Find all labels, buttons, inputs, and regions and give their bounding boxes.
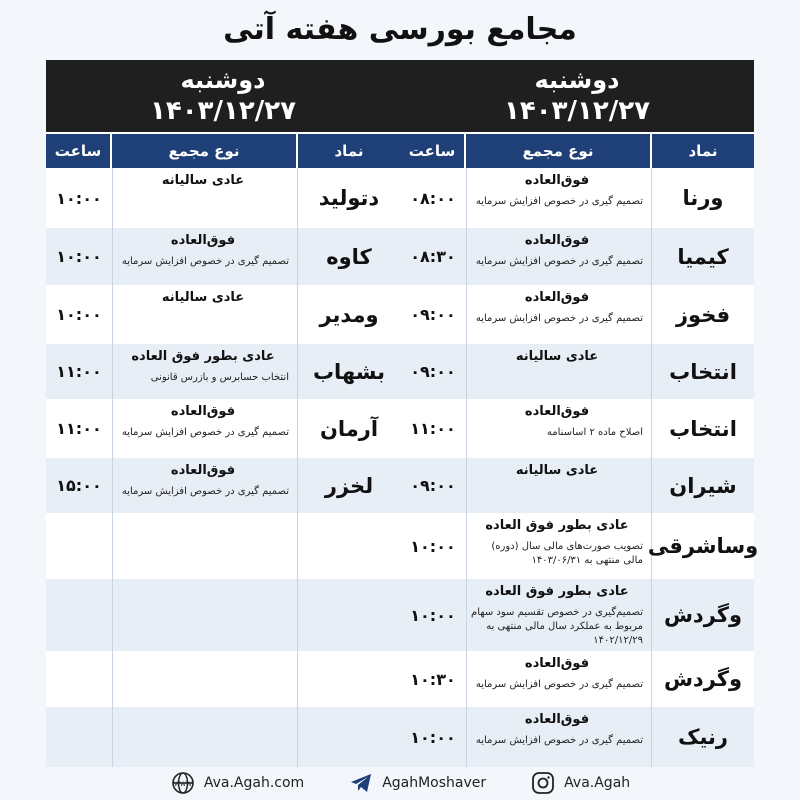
- table-row: [400, 228, 754, 285]
- meeting-agenda: تصمیم گیری در خصوص افزایش سرمایه: [121, 256, 289, 267]
- meeting-time: ۰۹:۰۰: [410, 362, 456, 381]
- meeting-type: عادی سالیانه: [161, 290, 245, 305]
- meeting-type: فوق‌العاده: [524, 290, 590, 305]
- meeting-type: فوق‌العاده: [170, 233, 236, 248]
- instagram-label: Ava.Agah: [564, 775, 631, 791]
- meeting-type-cell: [112, 344, 298, 399]
- meeting-type: عادی بطور فوق العاده: [485, 584, 629, 599]
- meeting-type: فوق‌العاده: [524, 173, 590, 188]
- meeting-type-cell: [466, 458, 652, 513]
- table-row: [46, 285, 400, 344]
- empty-cell: [298, 707, 400, 767]
- stock-symbol: وگردش: [663, 603, 743, 627]
- left-rows: [46, 168, 400, 767]
- empty-row: [46, 651, 400, 707]
- meeting-agenda: انتخاب حسابرس و بازرس قانونی: [150, 372, 289, 383]
- column-header-symbol: نماد: [652, 134, 754, 168]
- stock-symbol: رنیک: [677, 725, 729, 749]
- meeting-time: ۱۱:۰۰: [410, 419, 456, 438]
- meeting-type: فوق‌العاده: [170, 463, 236, 478]
- meeting-type-cell: [466, 344, 652, 399]
- meeting-agenda: تصمیم گیری در خصوص افزایش سرمایه: [475, 679, 643, 690]
- meeting-time: ۱۱:۰۰: [56, 362, 102, 381]
- empty-cell: [298, 513, 400, 579]
- stock-symbol: کیمیا: [677, 244, 729, 269]
- empty-cell: [46, 707, 112, 767]
- meeting-type: فوق‌العاده: [524, 712, 590, 727]
- meeting-type: عادی بطور فوق العاده: [485, 518, 629, 533]
- table-row: [400, 168, 754, 228]
- meeting-type-cell: [466, 168, 652, 228]
- meeting-agenda: تصویب صورت‌های مالی سال (دوره) مالی منتهی به ۱۴۰۳/۰۶/۳۱: [491, 541, 643, 566]
- stock-symbol: لخزر: [324, 473, 374, 498]
- stock-symbol: انتخاب: [669, 416, 737, 441]
- meeting-type-cell: [466, 513, 652, 579]
- table-row: [46, 228, 400, 285]
- website-label: Ava.Agah.com: [203, 775, 305, 791]
- left-column-headers: [46, 134, 400, 168]
- stock-symbol: دتولید: [318, 186, 380, 210]
- meeting-time: ۱۰:۰۰: [56, 247, 102, 266]
- stock-symbol: ومدیر: [319, 302, 379, 327]
- empty-cell: [112, 707, 298, 767]
- empty-cell: [298, 579, 400, 651]
- meeting-time: ۱۰:۰۰: [410, 605, 456, 625]
- stock-symbol: بشهاب: [312, 359, 386, 384]
- meeting-time: ۰۹:۰۰: [410, 305, 456, 324]
- footer: [0, 766, 800, 800]
- meeting-time: ۱۱:۰۰: [56, 419, 102, 438]
- meeting-type-cell: [466, 285, 652, 344]
- meeting-type-cell: [112, 168, 298, 228]
- meeting-time: ۰۸:۰۰: [410, 188, 456, 208]
- table-row: [400, 344, 754, 399]
- meeting-type: فوق‌العاده: [524, 233, 590, 248]
- stock-symbol: آرمان: [319, 416, 379, 441]
- table-row: [400, 707, 754, 767]
- table-row: [400, 513, 759, 579]
- meeting-time: ۱۰:۰۰: [56, 305, 102, 324]
- table-row: [400, 399, 754, 458]
- right-panel-date: ۱۴۰۳/۱۲/۲۷: [504, 96, 650, 126]
- right-rows: [400, 168, 759, 767]
- meeting-time: ۱۰:۳۰: [410, 669, 456, 689]
- right-panel-header: [400, 60, 754, 132]
- left-panel-day: دوشنبه: [180, 66, 266, 94]
- right-panel: [400, 60, 759, 766]
- table-row: [400, 651, 754, 707]
- meeting-type: فوق‌العاده: [524, 656, 590, 671]
- svg-text:WWW: WWW: [173, 781, 192, 788]
- empty-cell: [46, 513, 112, 579]
- meeting-type-cell: [112, 285, 298, 344]
- meeting-agenda: تصمیم گیری در خصوص افزایش سرمایه: [475, 313, 643, 324]
- table-row: [46, 458, 400, 513]
- table-row: [400, 285, 754, 344]
- meeting-type: فوق‌العاده: [170, 404, 236, 419]
- meeting-agenda: تصمیم‌گیری در خصوص تقسیم سود سهام مربوط به عملکرد سال مالی منتهی به ۱۴۰۲/۱۲/۲۹: [471, 607, 643, 646]
- footer-telegram[interactable]: [348, 770, 486, 796]
- empty-row: [46, 513, 400, 579]
- stock-symbol: شیران: [669, 473, 737, 498]
- meeting-agenda: تصمیم گیری در خصوص افزایش سرمایه: [475, 735, 643, 746]
- column-header-type: نوع مجمع: [466, 134, 652, 168]
- meeting-agenda: اصلاح ماده ۲ اساسنامه: [546, 427, 643, 438]
- table-row: [46, 399, 400, 458]
- telegram-label: AgahMoshaver: [382, 775, 487, 791]
- footer-instagram[interactable]: [530, 770, 630, 796]
- empty-row: [46, 579, 400, 651]
- empty-cell: [46, 579, 112, 651]
- stock-symbol: ورنا: [682, 186, 724, 210]
- meeting-type-cell: [466, 228, 652, 285]
- meeting-type: عادی سالیانه: [515, 349, 599, 364]
- meeting-time: ۰۸:۳۰: [410, 247, 456, 266]
- right-column-headers: [400, 134, 754, 168]
- globe-icon: [170, 770, 196, 796]
- meeting-time: ۱۰:۰۰: [56, 188, 102, 208]
- stock-symbol: کاوه: [326, 244, 372, 269]
- table-row: [400, 458, 754, 513]
- stock-symbol: فخوز: [675, 302, 731, 327]
- meeting-type: عادی سالیانه: [161, 173, 245, 188]
- stock-symbol: وساشرقی: [647, 534, 759, 558]
- column-header-time: ساعت: [400, 134, 466, 168]
- meeting-type-cell: [112, 399, 298, 458]
- table-row: [46, 168, 400, 228]
- meeting-agenda: تصمیم گیری در خصوص افزایش سرمایه: [121, 427, 289, 438]
- meeting-type-cell: [466, 579, 652, 651]
- meeting-type-cell: [112, 458, 298, 513]
- meeting-agenda: تصمیم گیری در خصوص افزایش سرمایه: [475, 196, 643, 207]
- left-panel-date: ۱۴۰۳/۱۲/۲۷: [150, 96, 296, 126]
- column-header-time: ساعت: [46, 134, 112, 168]
- page-title: مجامع بورسی هفته آتی: [223, 11, 577, 47]
- column-header-type: نوع مجمع: [112, 134, 298, 168]
- meeting-time: ۱۰:۰۰: [410, 536, 456, 556]
- right-panel-day: دوشنبه: [534, 66, 620, 94]
- column-header-symbol: نماد: [298, 134, 400, 168]
- meeting-type: فوق‌العاده: [524, 404, 590, 419]
- empty-cell: [46, 651, 112, 707]
- left-panel-header: [46, 60, 400, 132]
- empty-row: [46, 707, 400, 767]
- empty-cell: [112, 651, 298, 707]
- meeting-type: عادی سالیانه: [515, 463, 599, 478]
- stock-symbol: انتخاب: [669, 359, 737, 384]
- meeting-agenda: تصمیم گیری در خصوص افزایش سرمایه: [475, 256, 643, 267]
- empty-cell: [112, 513, 298, 579]
- table-row: [400, 579, 754, 651]
- stock-symbol: وگردش: [663, 667, 743, 691]
- left-panel: [46, 60, 400, 766]
- telegram-icon: [348, 770, 374, 796]
- meeting-time: ۱۵:۰۰: [56, 476, 102, 495]
- footer-website[interactable]: [170, 770, 304, 796]
- meeting-type-cell: [466, 399, 652, 458]
- meeting-type-cell: [466, 707, 652, 767]
- table-row: [46, 344, 400, 399]
- empty-cell: [112, 579, 298, 651]
- meeting-type: عادی بطور فوق العاده: [131, 349, 275, 364]
- meeting-type-cell: [466, 651, 652, 707]
- meeting-time: ۰۹:۰۰: [410, 476, 456, 495]
- instagram-icon: [530, 770, 556, 796]
- meeting-agenda: تصمیم گیری در خصوص افزایش سرمایه: [121, 486, 289, 497]
- meeting-type-cell: [112, 228, 298, 285]
- meeting-time: ۱۰:۰۰: [410, 727, 456, 747]
- empty-cell: [298, 651, 400, 707]
- page-title-bar: [0, 0, 800, 58]
